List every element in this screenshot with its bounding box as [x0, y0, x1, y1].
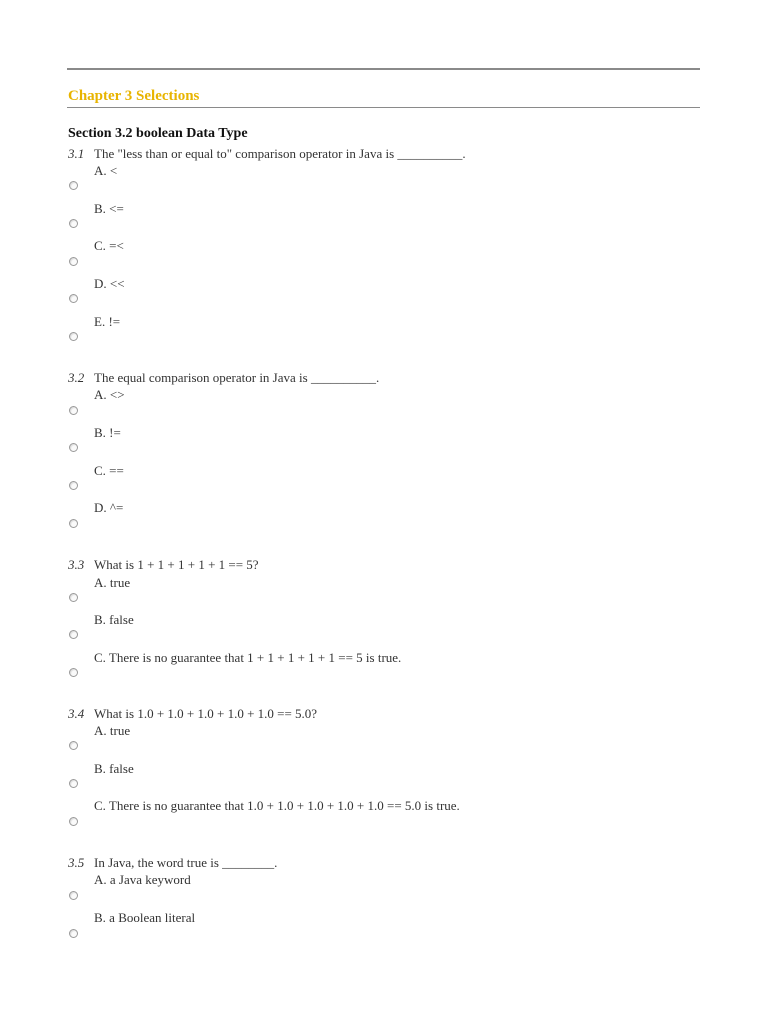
- option-label: C. There is no guarantee that 1 + 1 + 1 + 1 + 1 == 5 is true.: [94, 650, 402, 665]
- question-number: 3.5: [68, 855, 85, 870]
- option-label: A. <: [94, 163, 118, 178]
- option-label: C. ==: [94, 463, 124, 478]
- question-text: What is 1 + 1 + 1 + 1 + 1 == 5?: [94, 557, 259, 572]
- option-label: B. a Boolean literal: [94, 910, 196, 925]
- option-label: D. <<: [94, 276, 125, 291]
- radio-button[interactable]: [69, 294, 78, 303]
- radio-button[interactable]: [69, 741, 78, 750]
- question-number: 3.2: [68, 370, 85, 385]
- question-text: The "less than or equal to" comparison operator in Java is __________.: [94, 146, 466, 161]
- option-label: D. ^=: [94, 500, 124, 515]
- radio-button[interactable]: [69, 668, 78, 677]
- option-label: A. true: [94, 723, 131, 738]
- question-number: 3.3: [68, 557, 85, 572]
- radio-button[interactable]: [69, 481, 78, 490]
- radio-button[interactable]: [69, 219, 78, 228]
- radio-button[interactable]: [69, 779, 78, 788]
- radio-button[interactable]: [69, 929, 78, 938]
- question-number: 3.4: [68, 706, 85, 721]
- question-number: 3.1: [68, 146, 85, 161]
- radio-button[interactable]: [69, 406, 78, 415]
- option-label: C. =<: [94, 238, 124, 253]
- chapter-title: Chapter 3 Selections: [68, 88, 200, 104]
- radio-button[interactable]: [69, 519, 78, 528]
- section-title: Section 3.2 boolean Data Type: [68, 126, 248, 141]
- radio-button[interactable]: [69, 257, 78, 266]
- option-label: B. false: [94, 612, 134, 627]
- radio-button[interactable]: [69, 181, 78, 190]
- option-label: A. true: [94, 575, 131, 590]
- radio-button[interactable]: [69, 593, 78, 602]
- radio-button[interactable]: [69, 891, 78, 900]
- question-text: What is 1.0 + 1.0 + 1.0 + 1.0 + 1.0 == 5.0?: [94, 706, 318, 721]
- option-label: C. There is no guarantee that 1.0 + 1.0 + 1.0 + 1.0 + 1.0 == 5.0 is true.: [94, 798, 460, 813]
- radio-button[interactable]: [69, 443, 78, 452]
- question-text: The equal comparison operator in Java is __________.: [94, 370, 380, 385]
- option-label: E. !=: [94, 314, 121, 329]
- option-label: B. <=: [94, 201, 124, 216]
- radio-button[interactable]: [69, 817, 78, 826]
- question-text: In Java, the word true is ________.: [94, 855, 278, 870]
- radio-button[interactable]: [69, 630, 78, 639]
- top-divider: [67, 68, 700, 70]
- chapter-divider: [67, 107, 700, 108]
- option-label: B. !=: [94, 425, 121, 440]
- radio-button[interactable]: [69, 332, 78, 341]
- option-label: A. a Java keyword: [94, 872, 191, 887]
- option-label: B. false: [94, 761, 134, 776]
- option-label: A. <>: [94, 387, 125, 402]
